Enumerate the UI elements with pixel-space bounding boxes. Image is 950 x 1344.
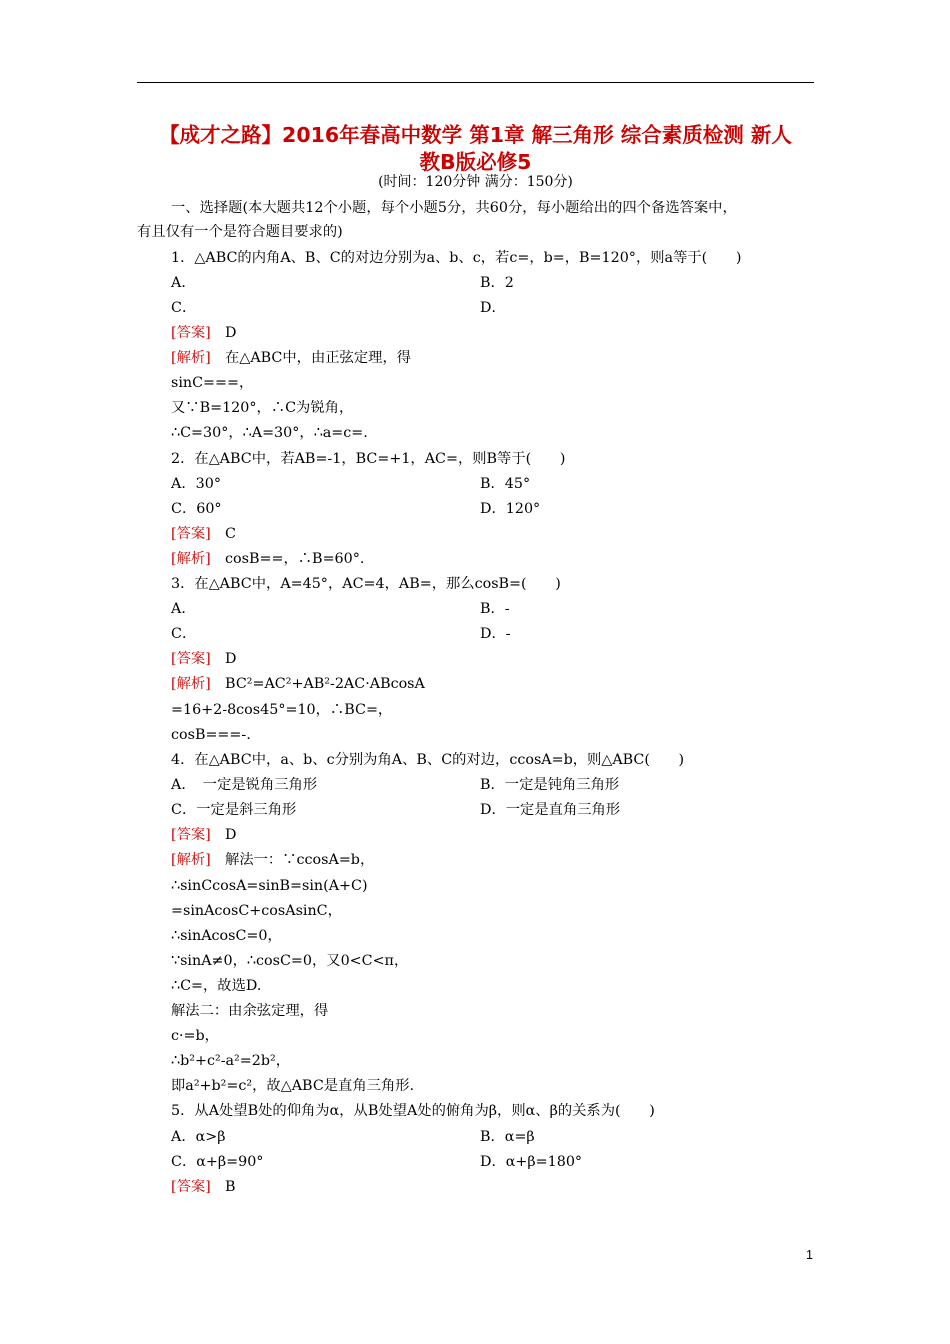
answer-tag: [答案] (171, 526, 211, 542)
question-1-option-c: C． (171, 300, 197, 316)
title-line-1: 【成才之路】2016年春高中数学 第1章 解三角形 综合素质检测 新人 (159, 123, 792, 147)
question-3-step: =16+2-8cos45°=10，∴BC=， (171, 702, 393, 718)
question-3-step: cosB===-. (171, 727, 251, 743)
question-1-option-d: D． (480, 300, 506, 316)
question-2-stem: 2．在△ABC中，若AB=-1，BC=+1，AC=，则B等于( ) (171, 451, 566, 467)
answer-value: D (225, 325, 237, 341)
question-3-option-d: D．- (480, 626, 511, 642)
question-3-analysis (171, 674, 425, 694)
question-4-step: ∴sinCcosA=sinB=sin(A+C) (171, 878, 368, 894)
page-number: 1 (806, 1248, 813, 1262)
question-5-answer (171, 1177, 236, 1197)
document-title (137, 122, 814, 176)
question-1-option-b: B．2 (480, 275, 514, 291)
question-1-step: ∴C=30°，∴A=30°，∴a=c=. (171, 425, 368, 441)
question-4-step: ∴C=，故选D. (171, 978, 262, 994)
header-rule (137, 82, 814, 83)
section-heading-cont: 有且仅有一个是符合题目要求的) (137, 224, 343, 240)
question-5-stem: 5．从A处望B处的仰角为α，从B处望A处的俯角为β，则α、β的关系为( ) (171, 1103, 655, 1119)
question-4-step: ∴b²+c²-a²=2b²， (171, 1053, 291, 1069)
question-5-option-d: D．α+β=180° (480, 1154, 583, 1170)
question-2-option-c: C．60° (171, 501, 222, 517)
question-4-answer (171, 825, 237, 845)
question-4-option-a: A． 一定是锐角三角形 (171, 777, 318, 793)
question-4-step: ∵sinA≠0，∴cosC=0，又0<C<π， (171, 953, 409, 969)
question-1-step: sinC===， (171, 375, 254, 391)
analysis-text: BC²=AC²+AB²-2AC·ABcosA (225, 676, 425, 692)
analysis-tag: [解析] (171, 350, 211, 366)
question-5-option-c: C．α+β=90° (171, 1154, 264, 1170)
question-1-answer (171, 323, 237, 343)
analysis-text: 在△ABC中，由正弦定理，得 (225, 350, 412, 366)
section-heading: 一、选择题(本大题共12个小题，每个小题5分，共60分，每小题给出的四个备选答案中， (171, 200, 737, 216)
question-2-option-d: D．120° (480, 501, 541, 517)
question-3-answer (171, 649, 237, 669)
analysis-tag: [解析] (171, 852, 211, 868)
title-line-2: 教B版必修5 (419, 150, 532, 174)
question-1-stem: 1．△ABC的内角A、B、C的对边分别为a、b、c，若c=，b=，B=120°，则a等于( ) (171, 250, 742, 266)
answer-tag: [答案] (171, 827, 211, 843)
analysis-tag: [解析] (171, 551, 211, 567)
question-4-option-b: B．一定是钝角三角形 (480, 777, 620, 793)
question-4-step: 即a²+b²=c²，故△ABC是直角三角形. (171, 1078, 415, 1094)
answer-value: D (225, 651, 237, 667)
question-4-option-c: C．一定是斜三角形 (171, 802, 297, 818)
question-3-option-b: B．- (480, 601, 510, 617)
question-5-option-a: A．α>β (171, 1129, 226, 1145)
question-4-stem: 4．在△ABC中，a、b、c分别为角A、B、C的对边，ccosA=b，则△ABC( ) (171, 752, 685, 768)
question-3-option-c: C． (171, 626, 197, 642)
question-2-option-a: A．30° (171, 476, 221, 492)
question-3-stem: 3．在△ABC中，A=45°，AC=4，AB=，那么cosB=( ) (171, 576, 561, 592)
question-2-answer (171, 524, 236, 544)
question-3-option-a: A． (171, 601, 196, 617)
question-4-step: 解法二：由余弦定理，得 (171, 1003, 329, 1019)
question-2-analysis (171, 549, 364, 569)
answer-value: D (225, 827, 237, 843)
answer-tag: [答案] (171, 1179, 211, 1195)
question-4-step: =sinAcosC+cosAsinC， (171, 903, 342, 919)
time-score-note: (时间：120分钟 满分：150分) (378, 174, 573, 190)
analysis-text: 解法一：∵ccosA=b， (225, 852, 375, 868)
answer-tag: [答案] (171, 651, 211, 667)
question-4-step: c·=b， (171, 1028, 219, 1044)
question-5-option-b: B．α=β (480, 1129, 535, 1145)
question-4-step: ∴sinAcosC=0， (171, 928, 282, 944)
question-4-option-d: D．一定是直角三角形 (480, 802, 621, 818)
question-1-analysis (171, 348, 411, 368)
question-1-step: 又∵B=120°，∴C为锐角， (171, 400, 354, 416)
analysis-tag: [解析] (171, 676, 211, 692)
answer-value: C (225, 526, 236, 542)
answer-value: B (225, 1179, 236, 1195)
question-4-analysis (171, 850, 374, 870)
answer-tag: [答案] (171, 325, 211, 341)
analysis-text: cosB==，∴B=60°. (225, 551, 365, 567)
question-2-option-b: B．45° (480, 476, 531, 492)
question-1-option-a: A． (171, 275, 196, 291)
